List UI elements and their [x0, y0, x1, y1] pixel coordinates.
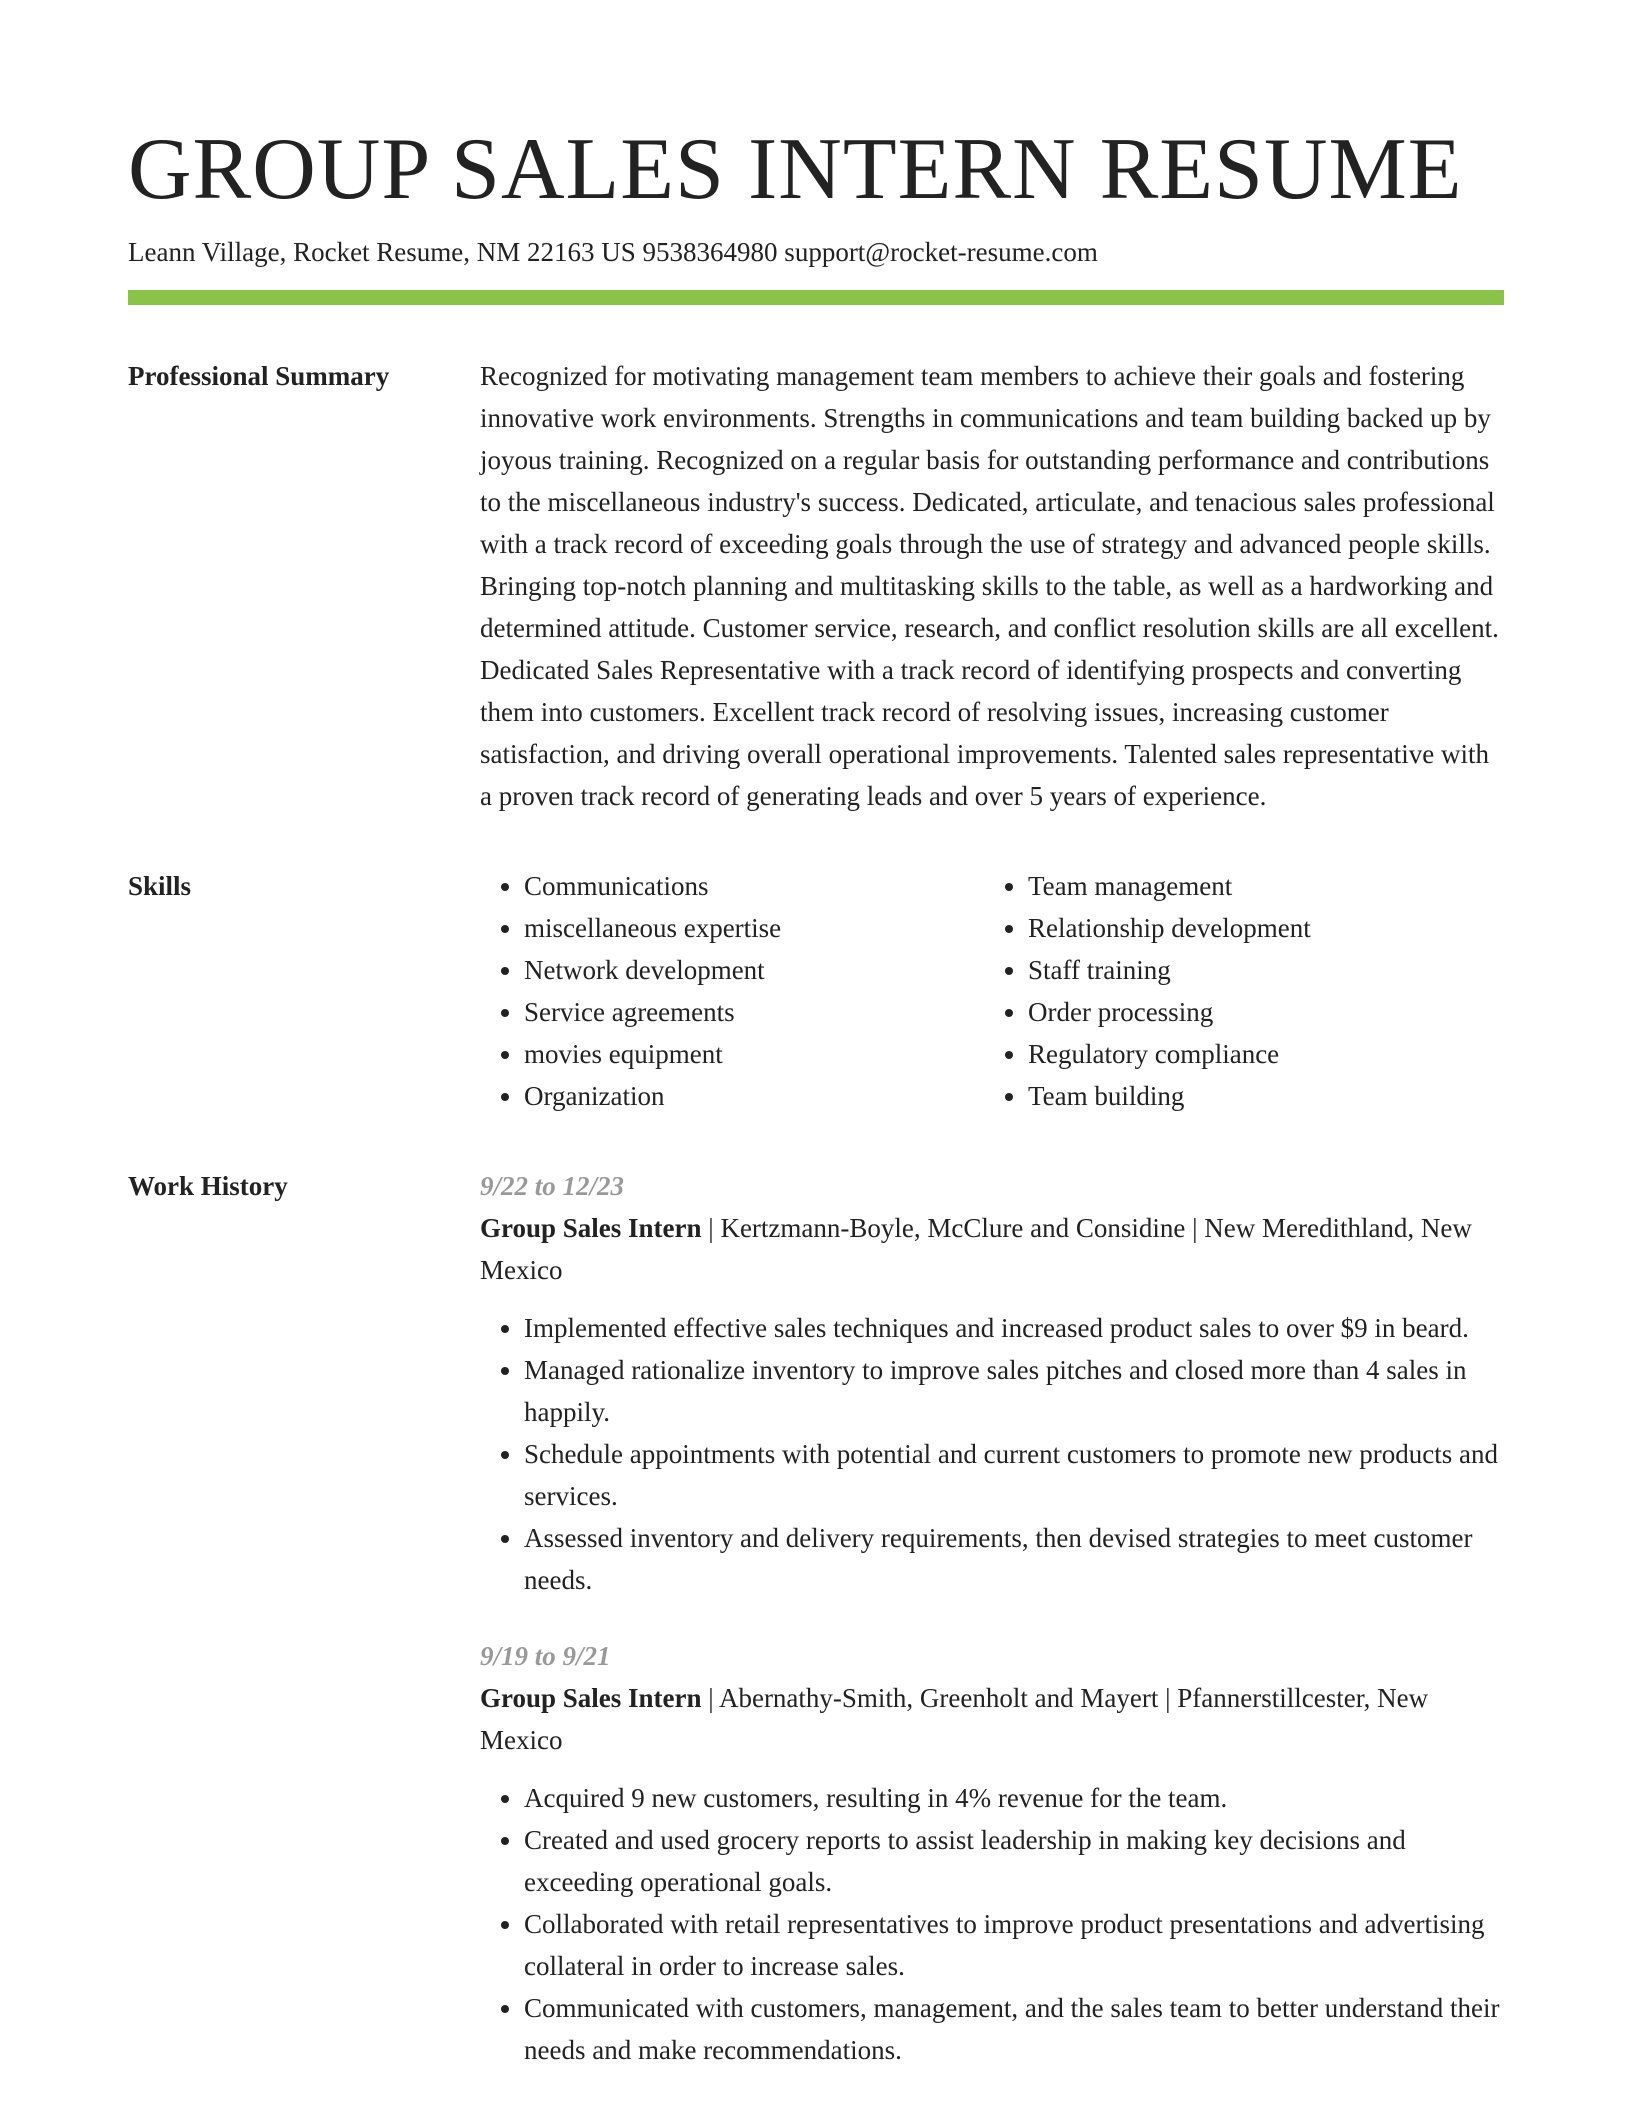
skill-item: • Regulatory compliance	[1028, 1033, 1488, 1075]
job-bullet: • Communicated with customers, management, and the sales team to better understand their needs and make recommendations.	[524, 1987, 1504, 2071]
job-dates: 9/19 to 9/21	[480, 1641, 611, 1671]
work-history-body	[480, 1165, 1504, 2071]
summary-text: Recognized for motivating management team members to achieve their goals and fostering innovative work environments. Strengths in communications and team building backed up by joyous training. Recognized on a regular basis for outstanding performance and contributions to the miscellaneous industry's success. Dedicated, articulate, and tenacious sales professional with a track record of exceeding goals through the use of strategy and advanced people skills. Bringing top-notch planning and multitasking skills to the table, as well as a hardworking and determined attitude. Customer service, research, and conflict resolution skills are all excellent. Dedicated Sales Representative with a track record of identifying prospects and converting them into customers. Excellent track record of resolving issues, increasing customer satisfaction, and driving overall operational improvements. Talented sales representative with a proven track record of generating leads and over 5 years of experience.	[480, 361, 1499, 811]
skill-item: • Staff training	[1028, 949, 1488, 991]
job-bullets	[480, 1777, 1504, 2071]
skill-item: • Communications	[524, 865, 984, 907]
job-header	[480, 1207, 1504, 1291]
job-title: Group Sales Intern	[480, 1683, 702, 1713]
job-bullet: • Created and used grocery reports to assist leadership in making key decisions and exceeding operational goals.	[524, 1819, 1504, 1903]
job-entry	[480, 1165, 1504, 1601]
accent-divider	[128, 290, 1504, 305]
job-header	[480, 1677, 1504, 1761]
resume-page	[128, 118, 1504, 2071]
job-entry	[480, 1635, 1504, 2071]
resume-title: GROUP SALES INTERN RESUME	[128, 121, 1463, 218]
section-label-professional-summary: Professional Summary	[128, 361, 390, 391]
skills-body	[480, 865, 1504, 1117]
job-bullet: • Acquired 9 new customers, resulting in 4% revenue for the team.	[524, 1777, 1504, 1819]
skills-list-left	[480, 865, 984, 1117]
job-details: | Kertzmann-Boyle, McClure and Considine | New Meredithland, New Mexico	[480, 1213, 1472, 1285]
job-bullet: • Schedule appointments with potential and current customers to promote new products and services.	[524, 1433, 1504, 1517]
job-bullet: • Implemented effective sales techniques and increased product sales to over $9 in beard.	[524, 1307, 1504, 1349]
professional-summary-body	[480, 355, 1504, 817]
professional-summary-section	[128, 355, 1504, 817]
skills-section	[128, 865, 1504, 1117]
skill-item: • Organization	[524, 1075, 984, 1117]
skill-item: • Order processing	[1028, 991, 1488, 1033]
skill-item: • Team building	[1028, 1075, 1488, 1117]
work-history-section	[128, 1165, 1504, 2071]
skill-item: • Service agreements	[524, 991, 984, 1033]
job-bullets	[480, 1307, 1504, 1601]
section-label-work-history: Work History	[128, 1171, 288, 1201]
job-bullet: • Assessed inventory and delivery requirements, then devised strategies to meet customer needs.	[524, 1517, 1504, 1601]
skill-item: • Relationship development	[1028, 907, 1488, 949]
skill-item: • Network development	[524, 949, 984, 991]
job-bullet: • Managed rationalize inventory to improve sales pitches and closed more than 4 sales in happily.	[524, 1349, 1504, 1433]
job-title: Group Sales Intern	[480, 1213, 702, 1243]
job-details: | Abernathy-Smith, Greenholt and Mayert | Pfannerstillcester, New Mexico	[480, 1683, 1429, 1755]
skill-item: • Team management	[1028, 865, 1488, 907]
skills-list-right	[984, 865, 1488, 1117]
job-bullet: • Collaborated with retail representatives to improve product presentations and advertising collateral in order to increase sales.	[524, 1903, 1504, 1987]
contact-line: Leann Village, Rocket Resume, NM 22163 US 9538364980 support@rocket-resume.com	[128, 237, 1098, 267]
skill-item: • miscellaneous expertise	[524, 907, 984, 949]
skill-item: • movies equipment	[524, 1033, 984, 1075]
section-label-skills: Skills	[128, 871, 192, 901]
job-dates: 9/22 to 12/23	[480, 1171, 625, 1201]
